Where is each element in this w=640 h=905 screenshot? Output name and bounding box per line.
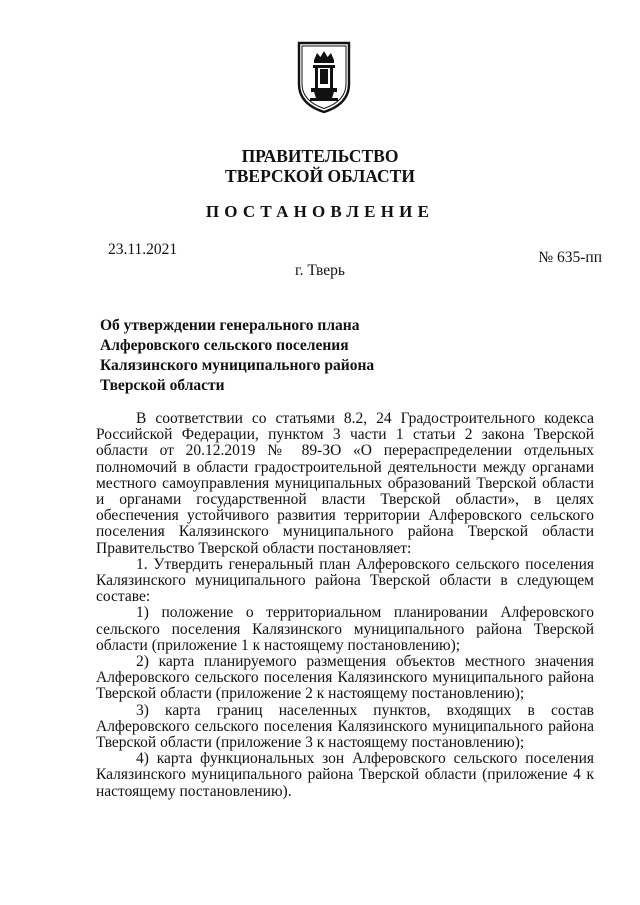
- preamble-paragraph: В соответствии со статьями 8.2, 24 Градостроительного кодекса Российской Федерации, пунктом 3 части 1 статьи 2 закона Тверской области от 20.12.2019 № 89-ЗО «О перераспределении отдельных полномочий в области градостроительной деятельности между органами местного самоуправления муниципальных образований Тверской области и органами государственной власти Тверской области», в целях обеспечения устойчивого развития территории Алферовского сельского поселения Калязинского муниципального района Тверской области Правительство Тверской области постановляет:: [96, 410, 594, 557]
- subject-line: Калязинского муниципального района: [100, 357, 375, 374]
- coat-of-arms-icon: [296, 40, 352, 114]
- subject-line: Тверской области: [100, 377, 225, 394]
- list-item: 4) карта функциональных зон Алферовского сельского поселения Калязинского муниципального района Тверской области (приложение 4 к настоящему постановлению).: [96, 750, 594, 800]
- document-body: [96, 411, 594, 800]
- list-item: 1) положение о территориальном планировании Алферовского сельского поселения Калязинского муниципального района Тверской области (приложение 1 к настоящему постановлению);: [96, 604, 594, 654]
- document-type: ПОСТАНОВЛЕНИЕ: [205, 202, 435, 221]
- subject-line: Алферовского сельского поселения: [100, 337, 349, 354]
- list-item: 2) карта планируемого размещения объектов местного значения Алферовского сельского поселения Калязинского муниципального района Тверской области (приложение 2 к настоящему постановлению);: [96, 653, 594, 703]
- org-name-line1: ПРАВИТЕЛЬСТВО: [241, 146, 399, 166]
- document-subject: [100, 316, 374, 396]
- document-date: 23.11.2021: [108, 241, 178, 258]
- document-city: г. Тверь: [295, 262, 345, 279]
- document-number: № 635-пп: [538, 249, 602, 266]
- clause-paragraph: 1. Утвердить генеральный план Алферовского сельского поселения Калязинского муниципального района Тверской области в следующем составе:: [96, 555, 594, 606]
- subject-line: Об утверждении генерального плана: [100, 317, 360, 334]
- org-name-line2: ТВЕРСКОЙ ОБЛАСТИ: [225, 166, 415, 186]
- list-item: 3) карта границ населенных пунктов, входящих в состав Алферовского сельского поселения Калязинского муниципального района Тверской области (приложение 3 к настоящему постановлению);: [96, 701, 594, 752]
